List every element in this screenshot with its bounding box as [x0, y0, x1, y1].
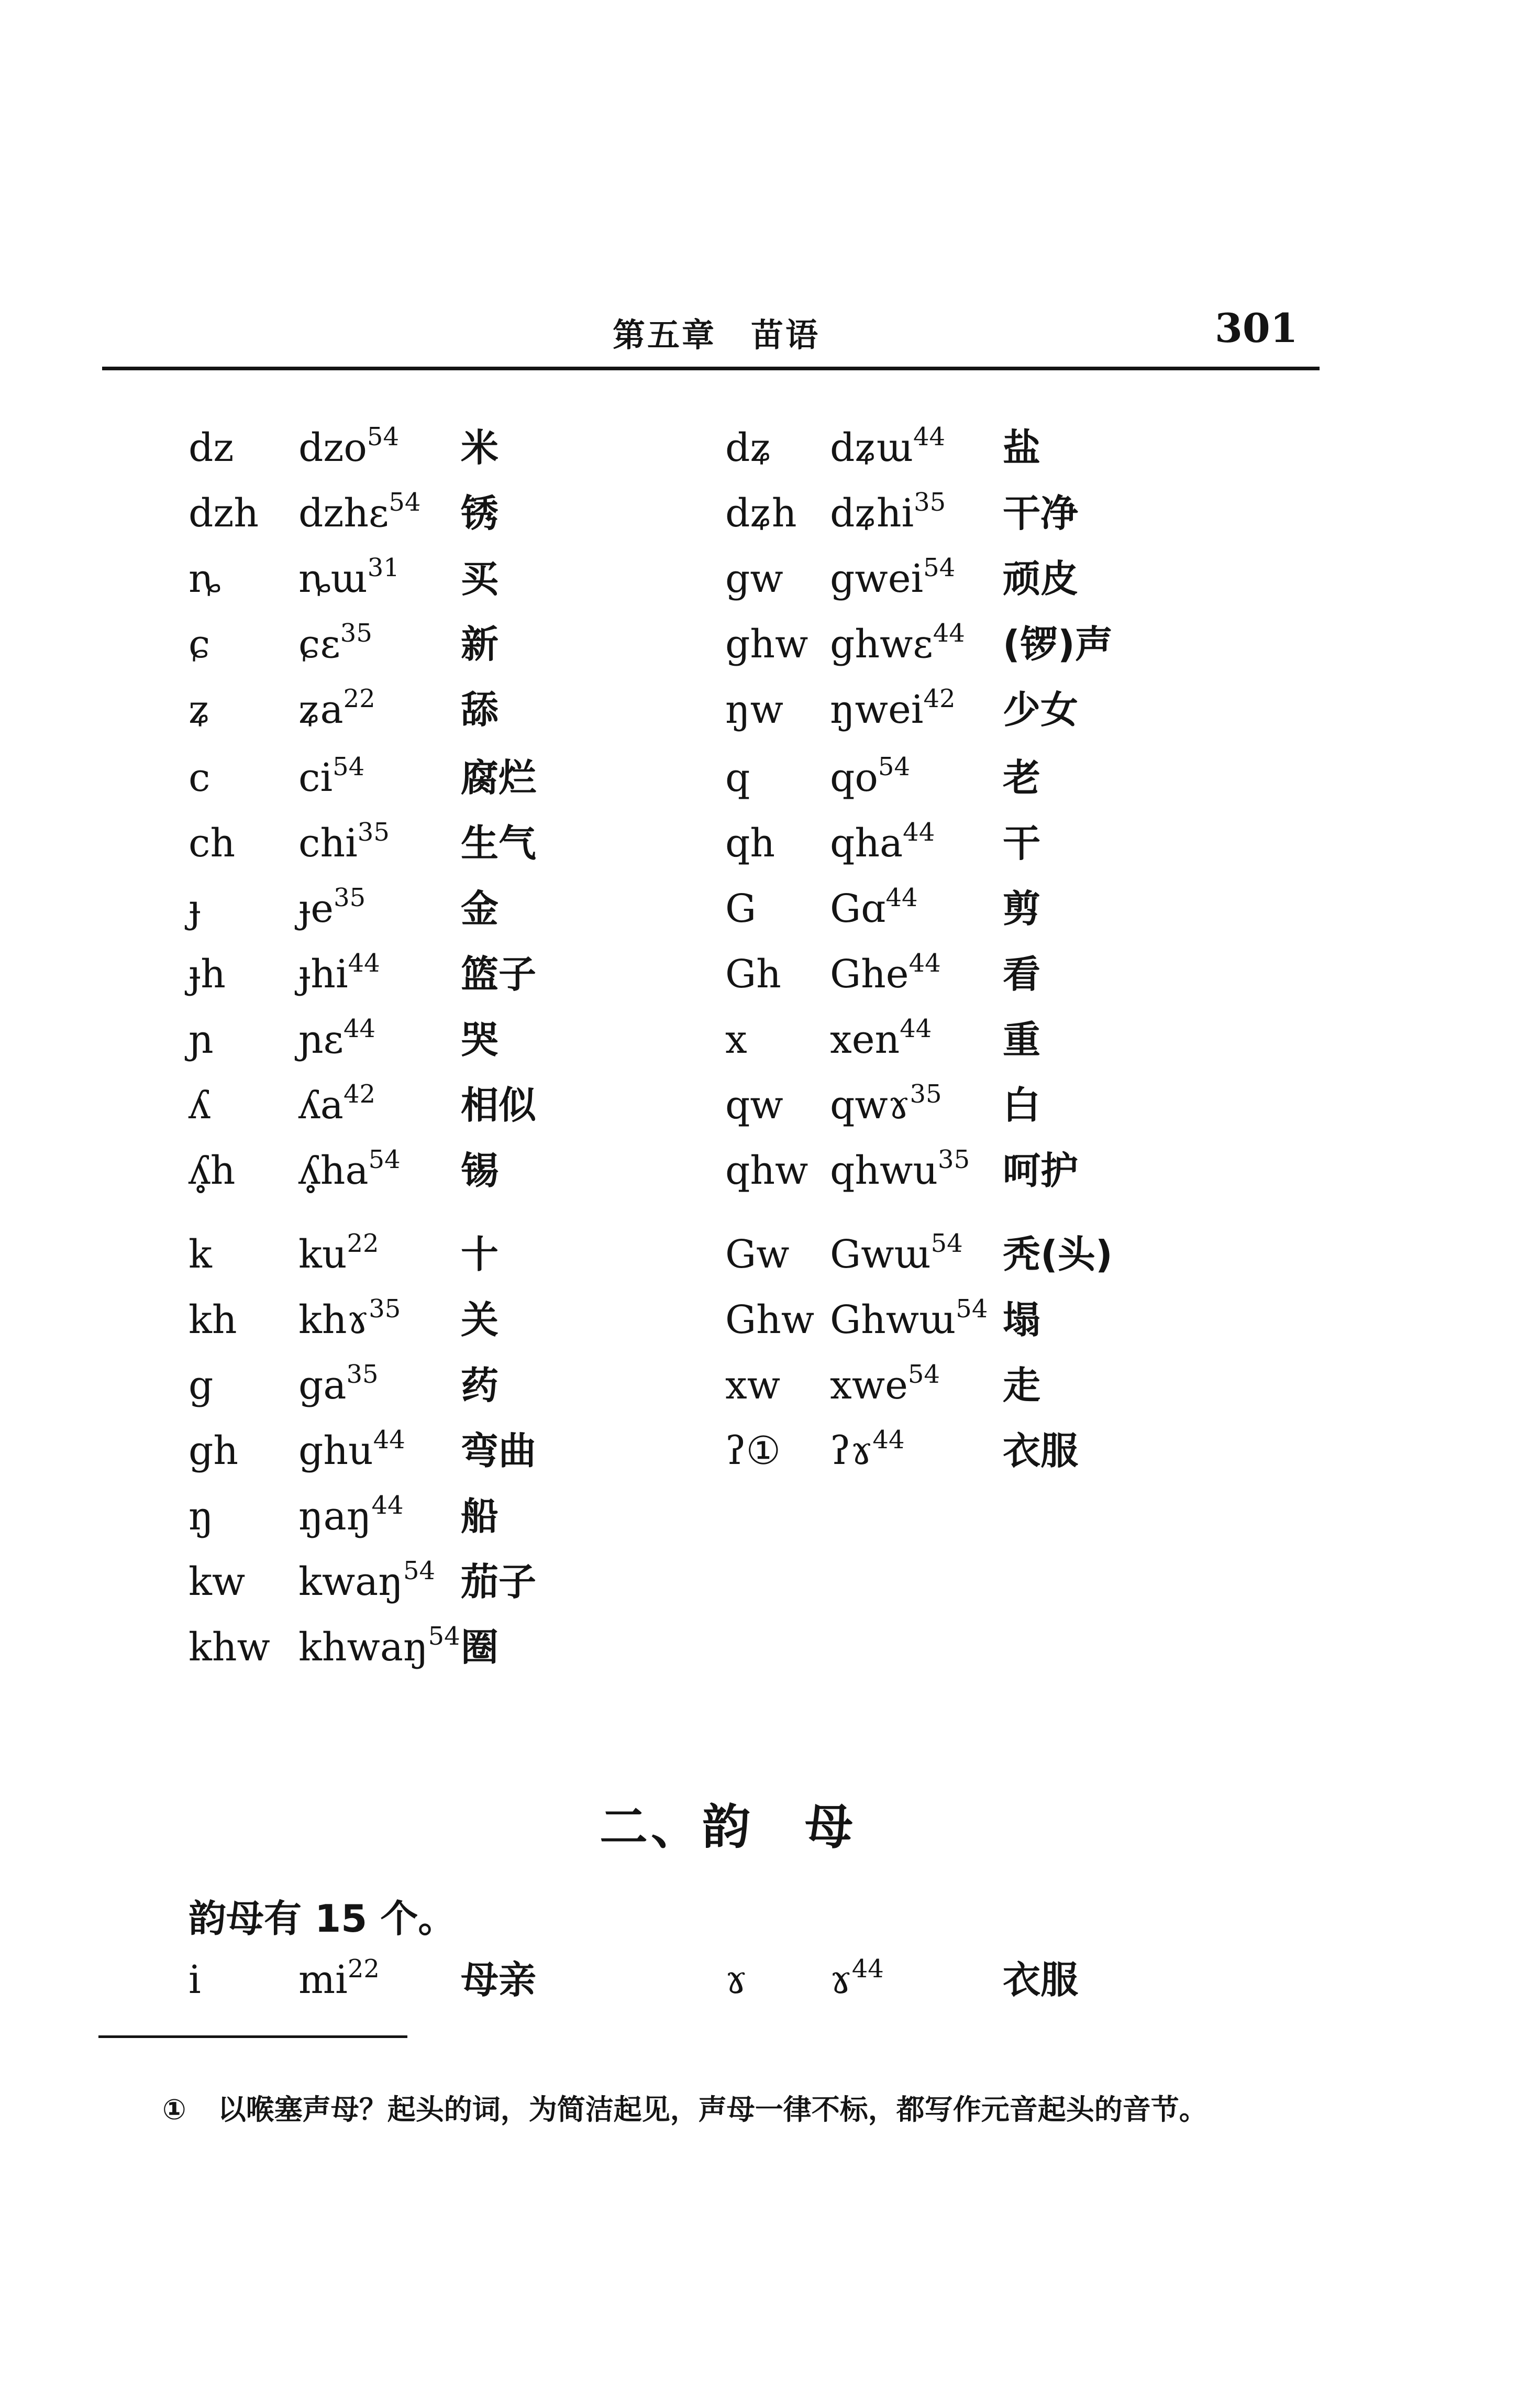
- initial-symbol: xw: [725, 1363, 781, 1408]
- initial-row: [725, 1422, 1249, 1480]
- example-word: dʑhi$^{35}$: [830, 488, 946, 536]
- initial-row: [725, 945, 1249, 1003]
- initial-symbol: Ghw: [725, 1297, 815, 1342]
- initial-row: [189, 1618, 712, 1676]
- example-word: ʑa$^{22}$: [298, 684, 375, 732]
- example-word: $ci^{54}$: [298, 752, 365, 800]
- initial-symbol: x: [725, 1017, 747, 1062]
- section-intro: 韵母有 15 个。: [189, 1897, 456, 1941]
- initial-symbol: gh: [189, 1428, 239, 1473]
- initial-row: [189, 550, 712, 608]
- example-word: dzhɛ$^{54}$: [298, 488, 421, 536]
- initial-symbol: ɟ: [189, 886, 201, 931]
- chinese-gloss: 呵护: [1003, 1149, 1079, 1193]
- initial-row: [725, 1291, 1249, 1349]
- final-symbol: ɤ: [725, 1957, 747, 2002]
- initial-symbol: ch: [189, 821, 236, 866]
- initial-row: [725, 419, 1249, 477]
- initial-row: [189, 945, 712, 1003]
- initial-symbol: qw: [725, 1083, 783, 1128]
- initial-row: [189, 1076, 712, 1134]
- example-word: ɕɛ$^{35}$: [298, 619, 372, 667]
- footnote-text: 以喉塞声母？起头的词，为简洁起见，声母一律不标，都写作元音起头的音节。: [217, 2093, 1207, 2126]
- initial-symbol: ʎ̥h: [189, 1148, 236, 1193]
- initial-row: [189, 484, 712, 542]
- chinese-gloss: (锣)声: [1003, 622, 1113, 666]
- initial-symbol: g: [189, 1363, 214, 1408]
- initial-row: [725, 1076, 1249, 1134]
- chinese-gloss: 锡: [461, 1149, 499, 1193]
- chinese-gloss: 生气: [461, 821, 537, 865]
- footnote: [162, 2087, 1207, 2128]
- initial-row: [189, 1226, 712, 1283]
- page-number: 301: [1215, 305, 1298, 351]
- initial-symbol: ghw: [725, 622, 808, 667]
- initial-row: [725, 615, 1249, 673]
- chinese-gloss: 干: [1003, 821, 1041, 865]
- chinese-gloss: 腐烂: [461, 756, 537, 800]
- chinese-gloss: 看: [1003, 952, 1041, 996]
- initial-row: [725, 1011, 1249, 1069]
- initial-row: [189, 419, 712, 477]
- example-word: qhwu$^{35}$: [830, 1145, 970, 1193]
- initial-symbol: kh: [189, 1297, 237, 1342]
- initial-row: [189, 749, 712, 807]
- initial-symbol: Gw: [725, 1232, 790, 1277]
- initial-row: [189, 681, 712, 739]
- example-word: khwaŋ$^{54}$: [298, 1622, 460, 1670]
- initial-symbol: dʑh: [725, 491, 797, 536]
- header-rule: [102, 367, 1320, 370]
- chinese-gloss: 哭: [461, 1018, 499, 1062]
- chinese-gloss: 十: [461, 1232, 499, 1276]
- example-word: ŋwei$^{42}$: [830, 684, 956, 732]
- example-word: dʑɯ$^{44}$: [830, 422, 946, 470]
- final-example: $mi^{22}$: [298, 1954, 380, 2002]
- initial-symbol: kw: [189, 1559, 246, 1604]
- example-word: $qo^{54}$: [830, 752, 910, 800]
- chinese-gloss: 药: [461, 1363, 499, 1407]
- example-word: ŋaŋ$^{44}$: [298, 1491, 404, 1539]
- chinese-gloss: 白: [1003, 1083, 1041, 1127]
- initial-symbol: q: [725, 755, 750, 800]
- example-word: gwei$^{54}$: [830, 553, 956, 601]
- final-symbol: i: [189, 1957, 201, 2002]
- example-word: Gwɯ$^{54}$: [830, 1229, 963, 1277]
- final-gloss: 衣服: [1003, 1958, 1079, 2002]
- example-word: khɤ$^{35}$: [298, 1294, 401, 1342]
- initial-row: [725, 484, 1249, 542]
- initial-row: [189, 1142, 712, 1199]
- footnote-marker: ①: [162, 2093, 186, 2126]
- initial-row: [189, 1357, 712, 1414]
- finals-row: [189, 1951, 1131, 2009]
- chinese-gloss: 新: [461, 622, 499, 666]
- chinese-gloss: 盐: [1003, 426, 1041, 470]
- initial-symbol: c: [189, 755, 210, 800]
- example-word: xwe$^{54}$: [830, 1360, 940, 1408]
- initial-row: [725, 1226, 1249, 1283]
- chinese-gloss: 篮子: [461, 952, 537, 996]
- initial-row: [189, 1488, 712, 1545]
- initial-row: [189, 1422, 712, 1480]
- initial-symbol: ȵ: [189, 556, 221, 601]
- initial-symbol: ŋw: [725, 687, 783, 732]
- initial-row: [725, 550, 1249, 608]
- initial-row: [189, 814, 712, 872]
- section-title: 二、韵 母: [600, 1799, 857, 1855]
- chinese-gloss: 茄子: [461, 1560, 537, 1604]
- initial-row: [725, 749, 1249, 807]
- example-word: ghwɛ$^{44}$: [830, 619, 965, 667]
- chinese-gloss: 重: [1003, 1018, 1041, 1062]
- chinese-gloss: 少女: [1003, 688, 1079, 732]
- example-word: $ʎ̥ha^{54}$: [298, 1145, 401, 1193]
- example-word: ɟe$^{35}$: [298, 883, 366, 931]
- initial-symbol: ʑ: [189, 687, 210, 732]
- initial-row: [725, 880, 1249, 938]
- example-word: dzo$^{54}$: [298, 422, 399, 470]
- final-example: ɤ$^{44}$: [830, 1954, 884, 2002]
- chinese-gloss: 衣服: [1003, 1429, 1079, 1473]
- initial-symbol: ɟh: [189, 952, 226, 997]
- example-word: kwaŋ$^{54}$: [298, 1556, 436, 1604]
- chinese-gloss: 走: [1003, 1363, 1041, 1407]
- example-word: Ghe$^{44}$: [830, 949, 941, 997]
- example-word: ɟhi$^{44}$: [298, 949, 380, 997]
- example-word: ʎa$^{42}$: [298, 1080, 376, 1128]
- initial-symbol: gw: [725, 556, 783, 601]
- initial-symbol: dzh: [189, 491, 259, 536]
- initial-symbol: ʎ: [189, 1083, 210, 1128]
- example-word: Gɑ$^{44}$: [830, 883, 918, 931]
- initial-row: [725, 814, 1249, 872]
- initial-symbol: qh: [725, 821, 775, 866]
- initial-symbol: ɕ: [189, 622, 210, 667]
- chinese-gloss: 关: [461, 1298, 499, 1342]
- chinese-gloss: 塌: [1003, 1298, 1041, 1342]
- chinese-gloss: 船: [461, 1494, 499, 1538]
- chinese-gloss: 老: [1003, 756, 1041, 800]
- example-word: qwɤ$^{35}$: [830, 1080, 942, 1128]
- example-word: ȵɯ$^{31}$: [298, 553, 400, 601]
- initial-row: [189, 1291, 712, 1349]
- initial-symbol: ʔ①: [725, 1428, 781, 1473]
- example-word: $ku^{22}$: [298, 1229, 379, 1277]
- chinese-gloss: 金: [461, 887, 499, 931]
- example-word: ɲɛ$^{44}$: [298, 1014, 376, 1062]
- initial-symbol: G: [725, 886, 757, 931]
- example-word: ʔɤ$^{44}$: [830, 1425, 905, 1473]
- initial-row: [189, 880, 712, 938]
- initial-row: [189, 615, 712, 673]
- footnote-rule: [98, 2035, 407, 2038]
- chinese-gloss: 锈: [461, 491, 499, 535]
- initial-symbol: ɲ: [189, 1017, 214, 1062]
- chinese-gloss: 剪: [1003, 887, 1041, 931]
- chinese-gloss: 弯曲: [461, 1429, 537, 1473]
- initial-row: [725, 1142, 1249, 1199]
- initial-symbol: khw: [189, 1625, 270, 1670]
- initial-symbol: Gh: [725, 952, 781, 997]
- initial-symbol: qhw: [725, 1148, 808, 1193]
- chinese-gloss: 圈: [461, 1625, 499, 1669]
- example-word: qha$^{44}$: [830, 818, 935, 866]
- initial-symbol: k: [189, 1232, 212, 1277]
- chinese-gloss: 买: [461, 557, 499, 601]
- example-word: chi$^{35}$: [298, 818, 390, 866]
- initial-symbol: dz: [189, 425, 234, 470]
- chinese-gloss: 顽皮: [1003, 557, 1079, 601]
- initial-symbol: dʑ: [725, 425, 772, 470]
- initial-row: [189, 1553, 712, 1611]
- final-gloss: 母亲: [461, 1958, 537, 2002]
- initial-row: [725, 1357, 1249, 1414]
- example-word: ghu$^{44}$: [298, 1425, 405, 1473]
- initial-row: [189, 1011, 712, 1069]
- chinese-gloss: 相似: [461, 1083, 537, 1127]
- chinese-gloss: 舔: [461, 688, 499, 732]
- initial-symbol: ŋ: [189, 1494, 214, 1539]
- example-word: $ga^{35}$: [298, 1360, 379, 1408]
- chinese-gloss: 秃(头): [1003, 1232, 1113, 1276]
- chinese-gloss: 米: [461, 426, 499, 470]
- initial-row: [725, 681, 1249, 739]
- chinese-gloss: 干净: [1003, 491, 1079, 535]
- example-word: Ghwɯ$^{54}$: [830, 1294, 988, 1342]
- example-word: xen$^{44}$: [830, 1014, 932, 1062]
- chapter-header: 第五章 苗语: [613, 316, 821, 354]
